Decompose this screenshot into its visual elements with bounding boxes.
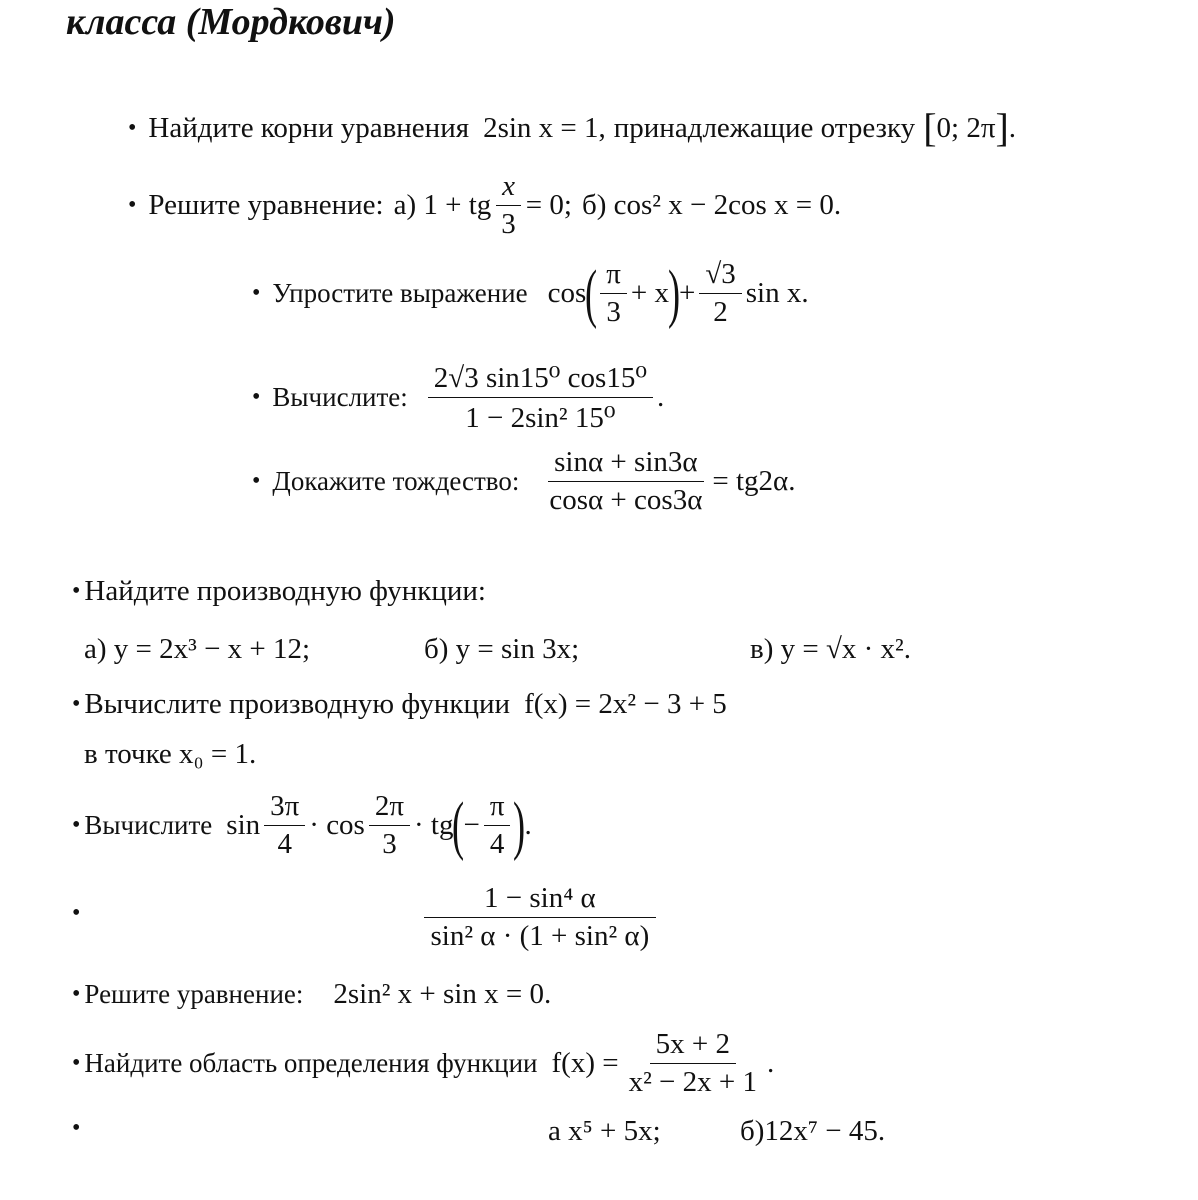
derivative-parts	[84, 633, 911, 666]
task-label: Вычислите производную функции	[84, 688, 511, 720]
task-label: Вычислите	[84, 810, 213, 840]
part-b: б) y = sin 3x;	[424, 633, 580, 665]
bullet: •	[252, 384, 261, 410]
task-compute-product	[72, 790, 532, 861]
minus: −	[463, 809, 480, 841]
bullet: •	[128, 114, 137, 141]
period: .	[524, 809, 532, 841]
fraction-trig: $\frac{\text{2√3 sin15⁰ cos15⁰}}{\text{1 − 2sin² 15⁰}}$	[428, 360, 653, 435]
part-a: а x⁵ + 5x;	[548, 1115, 661, 1147]
task-label: Решите уравнение:	[84, 979, 304, 1009]
equation: 2sin x = 1,	[483, 111, 606, 144]
task-domain	[72, 1028, 774, 1099]
fraction-x-over-3: $\frac{x}{3}$	[495, 170, 522, 241]
equation: 2sin² x + sin x = 0.	[333, 978, 552, 1010]
sin-word: sin	[226, 809, 261, 841]
task-simplify	[252, 258, 809, 329]
period: .	[766, 1047, 775, 1079]
bullet: •	[72, 1050, 81, 1076]
point-text: в точке x₀ = 1.	[84, 738, 257, 770]
tg-word: · tg	[414, 809, 454, 841]
bullet: •	[72, 900, 81, 926]
task-label: Упростите выражение	[272, 278, 528, 308]
fraction-sqrt3-over-2: $\frac{√3}{2}$	[699, 258, 741, 329]
part-a-tail: = 0;	[525, 189, 572, 221]
paren-open: (	[452, 788, 465, 862]
plus-x: + x	[630, 277, 669, 309]
part-a: а) y = 2x³ − x + 12;	[84, 633, 311, 665]
bracket-close: ]	[995, 105, 1009, 150]
task-label: Найдите производную функции:	[84, 575, 486, 607]
fraction-sin4: $\frac{\text{1 − sin⁴ α}}{\text{sin² α · (1 + sin² α)}}$	[424, 882, 656, 953]
plus: +	[678, 277, 696, 309]
task-fraction-sin4	[420, 882, 660, 953]
task-last-parts	[548, 1115, 885, 1148]
function-expr: f(x) = 2x² − 3 + 5	[524, 688, 727, 720]
bullet: •	[252, 280, 261, 306]
identity-rhs: = tg2α.	[712, 465, 796, 497]
page-title: класса (Мордкович)	[66, 1, 396, 43]
paren-close: )	[667, 256, 681, 330]
fraction-rational: $\frac{5x + 2}{\text{x² − 2x + 1}}$	[628, 1028, 757, 1098]
fraction-pi-over-4: $\frac{\pi}{4}$	[484, 790, 511, 861]
fraction-2pi-over-3: $\frac{2\pi}{3}$	[369, 790, 410, 861]
interval: 0; 2π	[936, 111, 996, 144]
fraction-3pi-over-4: $\frac{3\pi}{4}$	[264, 790, 305, 861]
task-tail: принадлежащие отрезку	[613, 111, 916, 144]
sin-x: sin x.	[745, 277, 809, 309]
paren-close: )	[513, 788, 526, 862]
fraction-sin-cos: $\frac{\sin\alpha + \sin 3\alpha}{\cos\alpha + \cos 3\alpha}$	[549, 446, 703, 516]
cos-word: cos	[547, 277, 587, 309]
paren-open: (	[585, 256, 598, 330]
task-label: Вычислите:	[272, 382, 408, 412]
fraction-pi-over-3: $\frac{\pi}{3}$	[600, 258, 627, 329]
bullet-last	[72, 1115, 92, 1142]
bullet: •	[72, 691, 81, 717]
point-line	[84, 738, 256, 771]
cos-word: · cos	[309, 809, 365, 841]
bullet: •	[72, 812, 81, 838]
task-label: Решите уравнение:	[148, 189, 384, 221]
task-label: Докажите тождество:	[272, 466, 520, 496]
task-solve-equations	[128, 170, 841, 241]
task-derivative-at-point	[72, 688, 727, 721]
task-compute-fraction	[252, 360, 664, 435]
task-prove-identity	[252, 446, 796, 517]
task-label: Найдите область определения функции	[84, 1048, 538, 1078]
bullet: •	[252, 468, 261, 494]
task-derivative	[72, 575, 486, 608]
function-lhs: f(x) =	[551, 1047, 619, 1079]
part-c: в) y = √x · x².	[750, 633, 911, 665]
bullet: •	[72, 981, 81, 1007]
part-b: б) cos² x − 2cos x = 0.	[581, 189, 842, 221]
bullet: •	[128, 192, 137, 218]
bullet-empty	[72, 900, 92, 927]
task-roots-on-interval: • Найдите корни уравнения 2sin x = 1, принадлежащие отрезку [ 0; 2π ] .	[128, 105, 1017, 150]
part-a: а) 1 + tg	[393, 189, 492, 221]
part-b: б)12x⁷ − 45.	[740, 1115, 886, 1147]
bullet: •	[72, 1115, 81, 1141]
task-label: Найдите корни уравнения	[148, 111, 470, 144]
period: .	[656, 381, 665, 413]
bullet: •	[72, 578, 81, 604]
bracket-open: [	[923, 105, 937, 150]
task-solve-trig	[72, 978, 551, 1011]
